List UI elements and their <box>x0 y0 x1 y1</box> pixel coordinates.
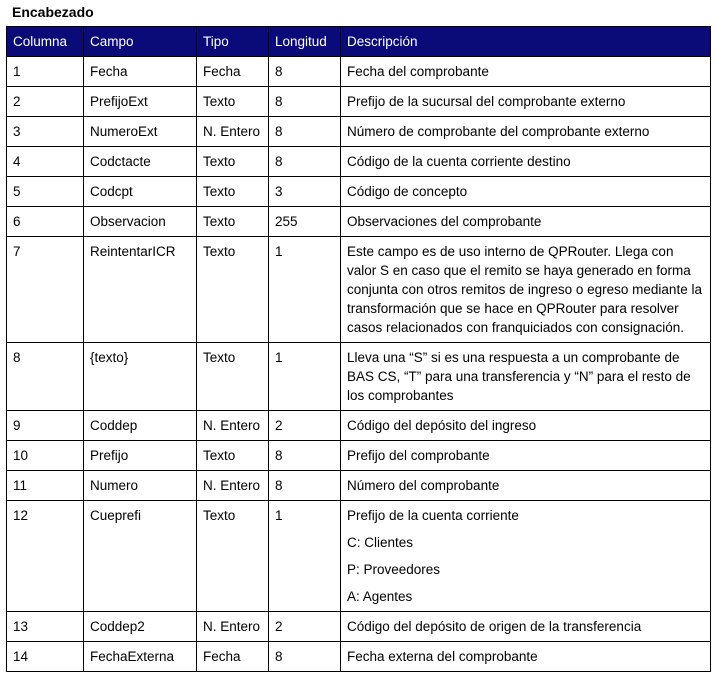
cell-tipo: N. Entero <box>197 612 269 642</box>
header-descripcion: Descripción <box>341 27 711 57</box>
cell-columna: 8 <box>7 343 84 411</box>
cell-campo: Fecha <box>84 57 197 87</box>
cell-campo: NumeroExt <box>84 117 197 147</box>
cell-descripcion: Número de comprobante del comprobante externo <box>341 117 711 147</box>
cell-descripcion: Fecha del comprobante <box>341 57 711 87</box>
cell-descripcion: Prefijo de la sucursal del comprobante externo <box>341 87 711 117</box>
table-row <box>7 441 711 471</box>
cell-longitud: 8 <box>269 147 341 177</box>
cell-tipo: Texto <box>197 501 269 612</box>
header-tipo: Tipo <box>197 27 269 57</box>
cell-columna: 13 <box>7 612 84 642</box>
cell-campo: ReintentarICR <box>84 237 197 343</box>
cell-columna: 9 <box>7 411 84 441</box>
cell-columna: 14 <box>7 642 84 672</box>
cell-descripcion: Prefijo del comprobante <box>341 441 711 471</box>
cell-campo: Observacion <box>84 207 197 237</box>
cell-descripcion: Lleva una “S” si es una respuesta a un comprobante de BAS CS, “T” para una transferencia y “N” para el resto de los comprobantes <box>341 343 711 411</box>
cell-longitud: 8 <box>269 57 341 87</box>
table-row <box>7 612 711 642</box>
cell-descripcion <box>341 501 711 612</box>
descripcion-option: C: Clientes <box>347 535 414 550</box>
cell-longitud: 8 <box>269 117 341 147</box>
cell-campo: FechaExterna <box>84 642 197 672</box>
cell-longitud: 8 <box>269 87 341 117</box>
cell-campo: Coddep2 <box>84 612 197 642</box>
cell-tipo: Fecha <box>197 642 269 672</box>
cell-descripcion: Fecha externa del comprobante <box>341 642 711 672</box>
cell-tipo: Fecha <box>197 57 269 87</box>
cell-longitud: 2 <box>269 411 341 441</box>
cell-columna: 10 <box>7 441 84 471</box>
cell-longitud: 2 <box>269 612 341 642</box>
cell-columna: 12 <box>7 501 84 612</box>
cell-longitud: 1 <box>269 501 341 612</box>
table-row <box>7 117 711 147</box>
descripcion-text: Prefijo de la cuenta corriente <box>347 508 519 523</box>
cell-campo: PrefijoExt <box>84 87 197 117</box>
table-row <box>7 177 711 207</box>
cell-campo: Numero <box>84 471 197 501</box>
table-row <box>7 207 711 237</box>
cell-campo: Codctacte <box>84 147 197 177</box>
cell-descripcion: Número del comprobante <box>341 471 711 501</box>
cell-descripcion: Código de la cuenta corriente destino <box>341 147 711 177</box>
cell-tipo: Texto <box>197 343 269 411</box>
cell-columna: 6 <box>7 207 84 237</box>
cell-longitud: 255 <box>269 207 341 237</box>
table-header-row <box>7 27 711 57</box>
table-row <box>7 237 711 343</box>
table-row <box>7 501 711 612</box>
table-row <box>7 87 711 117</box>
cell-campo: Codcpt <box>84 177 197 207</box>
cell-descripcion: Observaciones del comprobante <box>341 207 711 237</box>
header-columna: Columna <box>7 27 84 57</box>
cell-longitud: 8 <box>269 441 341 471</box>
cell-campo: Cueprefi <box>84 501 197 612</box>
cell-descripcion: Código del depósito de origen de la transferencia <box>341 612 711 642</box>
cell-tipo: N. Entero <box>197 117 269 147</box>
cell-tipo: N. Entero <box>197 471 269 501</box>
descripcion-option: A: Agentes <box>347 589 413 604</box>
cell-tipo: Texto <box>197 147 269 177</box>
cell-tipo: Texto <box>197 441 269 471</box>
descripcion-option: P: Proveedores <box>347 562 441 577</box>
cell-longitud: 8 <box>269 642 341 672</box>
cell-columna: 7 <box>7 237 84 343</box>
table-row <box>7 57 711 87</box>
table-row <box>7 411 711 441</box>
cell-tipo: Texto <box>197 177 269 207</box>
cell-columna: 3 <box>7 117 84 147</box>
cell-longitud: 1 <box>269 237 341 343</box>
table-row <box>7 642 711 672</box>
cell-campo: Prefijo <box>84 441 197 471</box>
cell-campo: {texto} <box>84 343 197 411</box>
cell-tipo: Texto <box>197 207 269 237</box>
table-row <box>7 471 711 501</box>
cell-columna: 2 <box>7 87 84 117</box>
cell-campo: Coddep <box>84 411 197 441</box>
field-spec-table <box>6 26 711 672</box>
cell-columna: 4 <box>7 147 84 177</box>
header-longitud: Longitud <box>269 27 341 57</box>
cell-columna: 1 <box>7 57 84 87</box>
section-heading: Encabezado <box>12 4 94 20</box>
cell-columna: 11 <box>7 471 84 501</box>
table-row <box>7 147 711 177</box>
cell-columna: 5 <box>7 177 84 207</box>
cell-descripcion: Código del depósito del ingreso <box>341 411 711 441</box>
cell-tipo: Texto <box>197 237 269 343</box>
cell-descripcion: Código de concepto <box>341 177 711 207</box>
cell-longitud: 8 <box>269 471 341 501</box>
cell-longitud: 1 <box>269 343 341 411</box>
cell-tipo: N. Entero <box>197 411 269 441</box>
cell-tipo: Texto <box>197 87 269 117</box>
table-row <box>7 343 711 411</box>
cell-longitud: 3 <box>269 177 341 207</box>
cell-descripcion: Este campo es de uso interno de QPRouter. Llega con valor S en caso que el remito se haya generado en forma conjunta con otros remitos de ingreso o egreso mediante la transformación que se hace en QPRouter para resolver casos relacionados con franquiciados con consignación. <box>341 237 711 343</box>
header-campo: Campo <box>84 27 197 57</box>
